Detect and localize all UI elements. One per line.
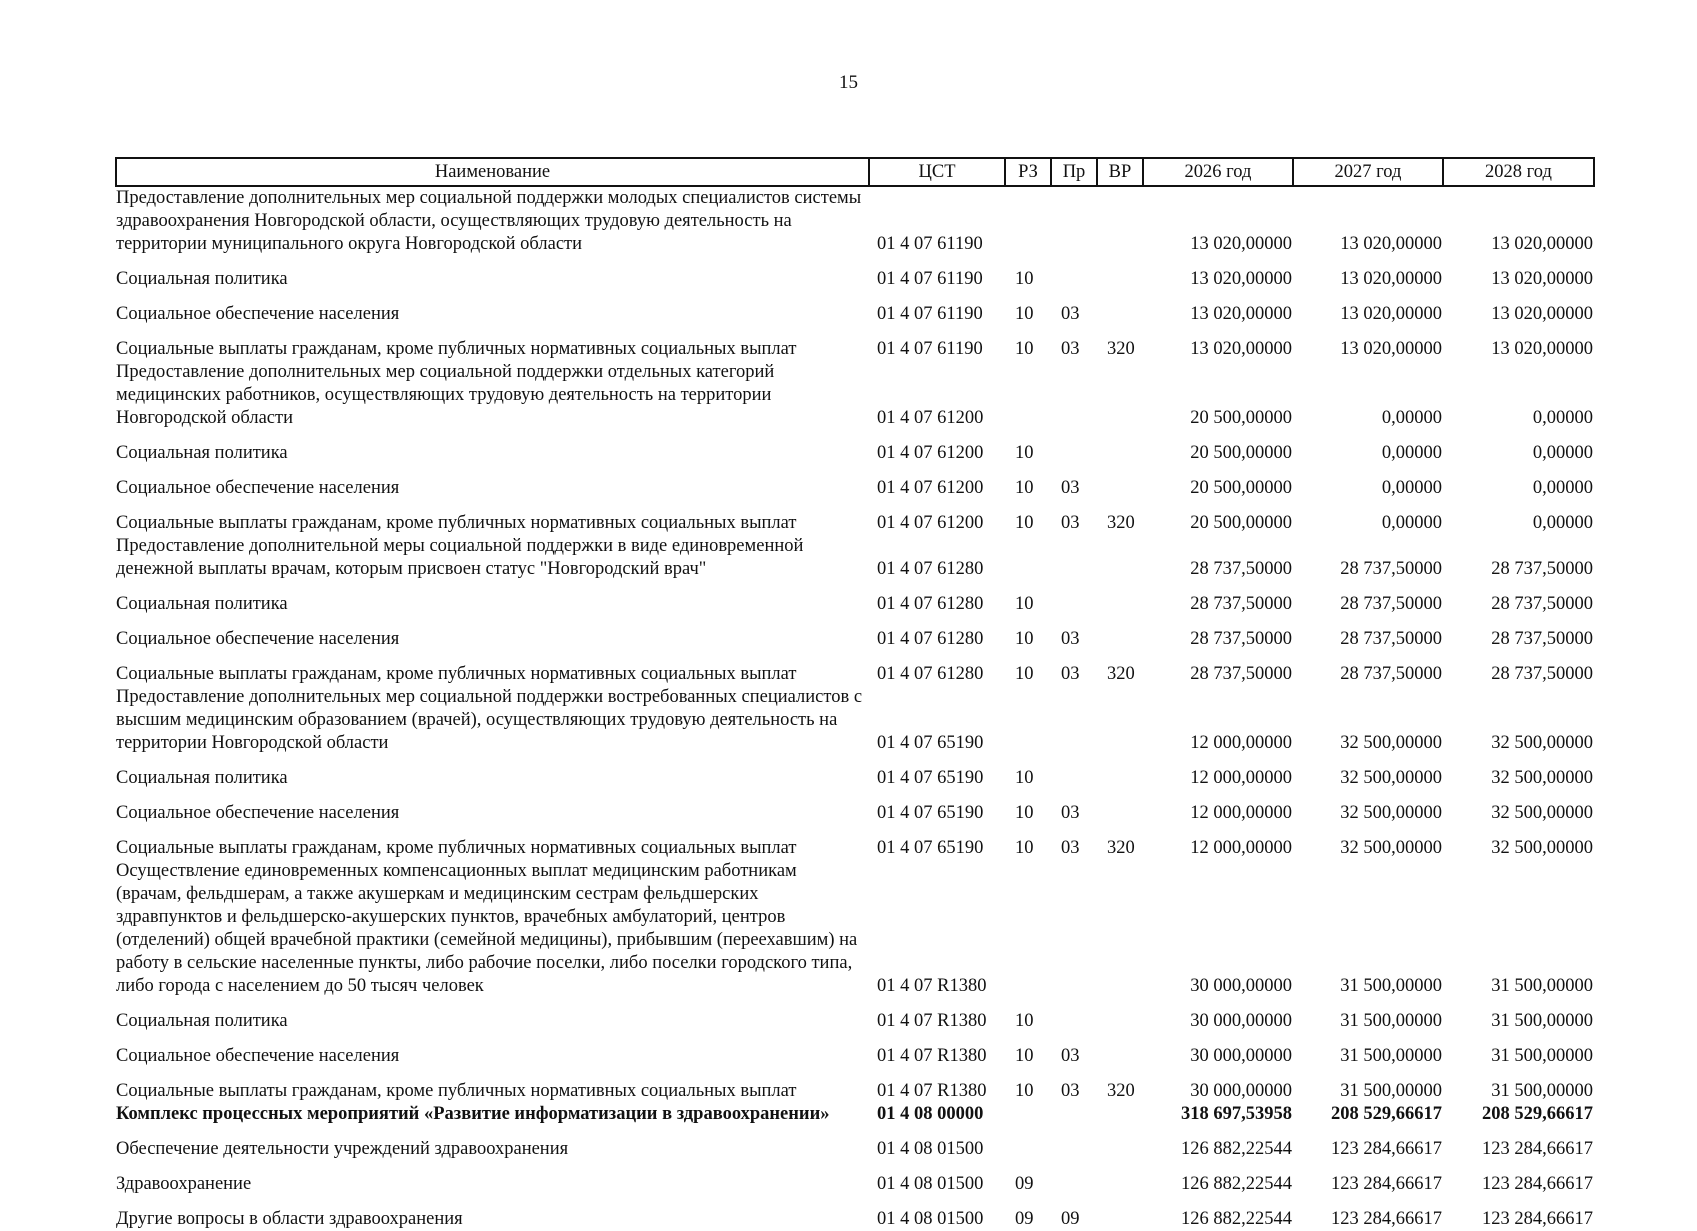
- row-name: Социальная политика: [116, 443, 288, 463]
- row-2026: 126 882,22544: [1181, 1139, 1292, 1159]
- row-cst: 01 4 07 R1380: [877, 976, 987, 996]
- row-2026: 20 500,00000: [1190, 408, 1292, 428]
- row-vr: [1097, 860, 1143, 998]
- row-2026: 28 737,50000: [1190, 594, 1292, 614]
- header-name: Наименование: [116, 158, 869, 186]
- row-rz: 10: [1015, 629, 1034, 649]
- table-row: [116, 616, 1594, 651]
- table-row: [116, 1103, 1594, 1126]
- row-vr: [1097, 1161, 1143, 1196]
- row-cst: 01 4 07 65190: [877, 768, 984, 788]
- row-2026: 12 000,00000: [1190, 838, 1292, 858]
- row-2027: 123 284,66617: [1331, 1174, 1442, 1194]
- row-rz: 09: [1015, 1209, 1034, 1229]
- row-name: Социальная политика: [116, 269, 288, 289]
- row-vr: [1097, 1126, 1143, 1161]
- row-vr: [1097, 256, 1143, 291]
- row-2026: 30 000,00000: [1190, 976, 1292, 996]
- row-2027: 13 020,00000: [1340, 339, 1442, 359]
- row-name: Социальные выплаты гражданам, кроме публичных нормативных социальных выплат: [116, 838, 797, 858]
- row-rz: 10: [1015, 1081, 1034, 1101]
- row-2027: 0,00000: [1381, 513, 1442, 533]
- row-2026: 13 020,00000: [1190, 339, 1292, 359]
- table-row: [116, 1126, 1594, 1161]
- row-rz: 10: [1015, 478, 1034, 498]
- row-vr: [1097, 581, 1143, 616]
- row-2028: 32 500,00000: [1491, 768, 1593, 788]
- row-pr: [1051, 535, 1097, 581]
- row-cst: 01 4 07 R1380: [877, 1011, 987, 1031]
- row-cst: 01 4 07 61190: [877, 304, 983, 324]
- row-pr: 09: [1061, 1209, 1080, 1229]
- row-2028: 0,00000: [1532, 408, 1593, 428]
- row-name: Здравоохранение: [116, 1174, 252, 1194]
- table-row: [116, 998, 1594, 1033]
- header-rz: РЗ: [1005, 158, 1051, 186]
- table-row: [116, 1161, 1594, 1196]
- row-2027: 13 020,00000: [1340, 304, 1442, 324]
- row-rz: 09: [1015, 1174, 1034, 1194]
- row-2027: 32 500,00000: [1340, 803, 1442, 823]
- row-rz: 10: [1015, 768, 1034, 788]
- header-cst: ЦСТ: [869, 158, 1005, 186]
- row-2027: 13 020,00000: [1340, 234, 1442, 254]
- row-2027: 0,00000: [1381, 478, 1442, 498]
- row-vr: 320: [1107, 838, 1135, 858]
- header-2028: 2028 год: [1443, 158, 1594, 186]
- row-cst: 01 4 07 65190: [877, 733, 984, 753]
- row-2026: 13 020,00000: [1190, 304, 1292, 324]
- row-pr: [1051, 1103, 1097, 1126]
- row-2026: 28 737,50000: [1190, 559, 1292, 579]
- row-name: Социальные выплаты гражданам, кроме публичных нормативных социальных выплат: [116, 664, 797, 684]
- header-pr: Пр: [1051, 158, 1097, 186]
- row-vr: 320: [1107, 1081, 1135, 1101]
- row-name: Социальные выплаты гражданам, кроме публичных нормативных социальных выплат: [116, 1081, 797, 1101]
- table-row: [116, 790, 1594, 825]
- row-2026: 28 737,50000: [1190, 664, 1292, 684]
- table-row: [116, 581, 1594, 616]
- row-2028: 208 529,66617: [1482, 1104, 1593, 1124]
- row-vr: [1097, 686, 1143, 755]
- row-2026: 30 000,00000: [1190, 1081, 1292, 1101]
- row-pr: [1051, 860, 1097, 998]
- row-name: Социальная политика: [116, 1011, 288, 1031]
- row-pr: [1051, 361, 1097, 430]
- table-row: [116, 500, 1594, 535]
- row-2026: 30 000,00000: [1190, 1011, 1292, 1031]
- row-rz: 10: [1015, 339, 1034, 359]
- header-vr: ВР: [1097, 158, 1143, 186]
- row-cst: 01 4 07 R1380: [877, 1046, 987, 1066]
- row-2028: 31 500,00000: [1491, 976, 1593, 996]
- row-2028: 32 500,00000: [1491, 733, 1593, 753]
- row-2028: 13 020,00000: [1491, 234, 1593, 254]
- header-2026: 2026 год: [1143, 158, 1293, 186]
- row-2028: 31 500,00000: [1491, 1011, 1593, 1031]
- row-pr: [1051, 430, 1097, 465]
- table-row: [116, 326, 1594, 361]
- table-row: [116, 1196, 1594, 1231]
- table-row: [116, 430, 1594, 465]
- row-name: Предоставление дополнительных мер социальной поддержки востребованных специалистов с высшим медицинским образованием (врачей), осуществляющих трудовую деятельность на территории Новгородской области: [116, 687, 863, 753]
- row-rz: 10: [1015, 304, 1034, 324]
- row-name: Социальное обеспечение населения: [116, 803, 400, 823]
- row-2028: 28 737,50000: [1491, 594, 1593, 614]
- row-name: Предоставление дополнительных мер социальной поддержки молодых специалистов системы здравоохранения Новгородской области, осуществляющих трудовую деятельность на территории муниципального округа Новгородской области: [116, 188, 862, 254]
- row-2026: 20 500,00000: [1190, 478, 1292, 498]
- row-name: Социальное обеспечение населения: [116, 304, 400, 324]
- table-row: [116, 535, 1594, 581]
- row-2028: 28 737,50000: [1491, 559, 1593, 579]
- row-2028: 0,00000: [1532, 443, 1593, 463]
- row-2026: 30 000,00000: [1190, 1046, 1292, 1066]
- row-rz: [1005, 361, 1051, 430]
- row-2028: 123 284,66617: [1482, 1174, 1593, 1194]
- row-2026: 28 737,50000: [1190, 629, 1292, 649]
- row-name: Социальное обеспечение населения: [116, 629, 400, 649]
- row-vr: [1097, 465, 1143, 500]
- row-2026: 13 020,00000: [1190, 269, 1292, 289]
- row-cst: 01 4 07 65190: [877, 838, 984, 858]
- row-rz: 10: [1015, 838, 1034, 858]
- table-row: [116, 1068, 1594, 1103]
- row-2028: 0,00000: [1532, 478, 1593, 498]
- row-name: Обеспечение деятельности учреждений здравоохранения: [116, 1139, 569, 1159]
- row-2026: 12 000,00000: [1190, 768, 1292, 788]
- row-rz: [1005, 860, 1051, 998]
- row-pr: [1051, 686, 1097, 755]
- row-cst: 01 4 07 61200: [877, 408, 984, 428]
- row-cst: 01 4 07 61190: [877, 234, 983, 254]
- row-pr: 03: [1061, 1046, 1080, 1066]
- row-name: Комплекс процессных мероприятий «Развитие информатизации в здравоохранении»: [116, 1104, 830, 1124]
- row-pr: [1051, 256, 1097, 291]
- row-2027: 28 737,50000: [1340, 629, 1442, 649]
- row-name: Осуществление единовременных компенсационных выплат медицинским работникам (врачам, фельдшерам, а также акушеркам и медицинским сестрам фельдшерских здравпунктов и фельдшерско-акушерских пунктов, врачебных амбулаторий, центров (отделений) общей врачебной практики (семейной медицины), прибывшим (переехавшим) на работу в сельские населенные пункты, либо рабочие поселки, либо поселки городского типа, либо города с населением до 50 тысяч человек: [116, 861, 858, 996]
- table-row: [116, 825, 1594, 860]
- row-2028: 0,00000: [1532, 513, 1593, 533]
- row-cst: 01 4 07 61280: [877, 629, 984, 649]
- row-2028: 31 500,00000: [1491, 1046, 1593, 1066]
- row-2027: 32 500,00000: [1340, 733, 1442, 753]
- row-2028: 13 020,00000: [1491, 339, 1593, 359]
- row-2027: 123 284,66617: [1331, 1209, 1442, 1229]
- table-row: [116, 860, 1594, 998]
- row-vr: [1097, 755, 1143, 790]
- row-name: Предоставление дополнительных мер социальной поддержки отдельных категорий медицинских работников, осуществляющих трудовую деятельность на территории Новгородской области: [116, 362, 775, 428]
- row-2027: 0,00000: [1381, 408, 1442, 428]
- row-2027: 208 529,66617: [1331, 1104, 1442, 1124]
- row-2027: 28 737,50000: [1340, 664, 1442, 684]
- page-number: 15: [839, 72, 858, 93]
- row-vr: 320: [1107, 339, 1135, 359]
- budget-table: [115, 157, 1595, 1231]
- row-rz: [1005, 686, 1051, 755]
- table-row: [116, 256, 1594, 291]
- row-name: Социальная политика: [116, 594, 288, 614]
- row-pr: [1051, 998, 1097, 1033]
- row-2026: 13 020,00000: [1190, 234, 1292, 254]
- row-rz: 10: [1015, 664, 1034, 684]
- row-cst: 01 4 07 61280: [877, 559, 984, 579]
- row-name: Социальная политика: [116, 768, 288, 788]
- row-2027: 28 737,50000: [1340, 594, 1442, 614]
- table-header-row: [116, 158, 1594, 186]
- row-2027: 31 500,00000: [1340, 976, 1442, 996]
- row-2027: 31 500,00000: [1340, 1081, 1442, 1101]
- row-cst: 01 4 08 00000: [877, 1104, 984, 1124]
- row-vr: 320: [1107, 664, 1135, 684]
- row-cst: 01 4 07 61190: [877, 339, 983, 359]
- header-2027: 2027 год: [1293, 158, 1443, 186]
- row-2026: 318 697,53958: [1181, 1104, 1292, 1124]
- row-vr: [1097, 291, 1143, 326]
- row-2026: 20 500,00000: [1190, 443, 1292, 463]
- row-cst: 01 4 08 01500: [877, 1209, 984, 1229]
- row-2028: 123 284,66617: [1482, 1139, 1593, 1159]
- row-name: Социальное обеспечение населения: [116, 478, 400, 498]
- row-rz: 10: [1015, 443, 1034, 463]
- row-2028: 32 500,00000: [1491, 803, 1593, 823]
- row-2027: 31 500,00000: [1340, 1011, 1442, 1031]
- row-cst: 01 4 07 61200: [877, 513, 984, 533]
- row-rz: [1005, 186, 1051, 256]
- row-pr: 03: [1061, 838, 1080, 858]
- row-pr: 03: [1061, 339, 1080, 359]
- row-2027: 32 500,00000: [1340, 768, 1442, 788]
- row-2027: 28 737,50000: [1340, 559, 1442, 579]
- row-rz: 10: [1015, 1011, 1034, 1031]
- row-2028: 28 737,50000: [1491, 629, 1593, 649]
- row-pr: 03: [1061, 1081, 1080, 1101]
- row-rz: 10: [1015, 594, 1034, 614]
- row-2026: 12 000,00000: [1190, 733, 1292, 753]
- row-name: Другие вопросы в области здравоохранения: [116, 1209, 463, 1229]
- row-vr: [1097, 1103, 1143, 1126]
- row-vr: [1097, 535, 1143, 581]
- row-name: Социальные выплаты гражданам, кроме публичных нормативных социальных выплат: [116, 339, 797, 359]
- table-row: [116, 291, 1594, 326]
- row-2028: 13 020,00000: [1491, 304, 1593, 324]
- table-row: [116, 686, 1594, 755]
- row-pr: 03: [1061, 629, 1080, 649]
- row-2028: 28 737,50000: [1491, 664, 1593, 684]
- row-2026: 20 500,00000: [1190, 513, 1292, 533]
- row-vr: [1097, 186, 1143, 256]
- row-cst: 01 4 07 R1380: [877, 1081, 987, 1101]
- table-row: [116, 1033, 1594, 1068]
- row-pr: 03: [1061, 664, 1080, 684]
- row-2027: 31 500,00000: [1340, 1046, 1442, 1066]
- row-cst: 01 4 07 61200: [877, 443, 984, 463]
- row-2027: 0,00000: [1381, 443, 1442, 463]
- row-pr: [1051, 1161, 1097, 1196]
- row-vr: [1097, 616, 1143, 651]
- row-vr: [1097, 361, 1143, 430]
- row-name: Социальные выплаты гражданам, кроме публичных нормативных социальных выплат: [116, 513, 797, 533]
- row-2026: 12 000,00000: [1190, 803, 1292, 823]
- row-name: Предоставление дополнительной меры социальной поддержки в виде единовременной денежной выплаты врачам, которым присвоен статус "Новгородский врач": [116, 536, 804, 579]
- row-2027: 123 284,66617: [1331, 1139, 1442, 1159]
- row-cst: 01 4 07 61190: [877, 269, 983, 289]
- row-cst: 01 4 08 01500: [877, 1174, 984, 1194]
- row-2028: 32 500,00000: [1491, 838, 1593, 858]
- row-rz: 10: [1015, 1046, 1034, 1066]
- row-2028: 13 020,00000: [1491, 269, 1593, 289]
- row-pr: [1051, 755, 1097, 790]
- row-2028: 31 500,00000: [1491, 1081, 1593, 1101]
- row-2028: 123 284,66617: [1482, 1209, 1593, 1229]
- row-cst: 01 4 07 65190: [877, 803, 984, 823]
- table-row: [116, 755, 1594, 790]
- row-vr: 320: [1107, 513, 1135, 533]
- table-row: [116, 361, 1594, 430]
- row-vr: [1097, 430, 1143, 465]
- row-2027: 32 500,00000: [1340, 838, 1442, 858]
- row-rz: [1005, 535, 1051, 581]
- row-rz: 10: [1015, 803, 1034, 823]
- row-cst: 01 4 08 01500: [877, 1139, 984, 1159]
- row-vr: [1097, 998, 1143, 1033]
- row-vr: [1097, 1033, 1143, 1068]
- row-2027: 13 020,00000: [1340, 269, 1442, 289]
- row-2026: 126 882,22544: [1181, 1174, 1292, 1194]
- row-2026: 126 882,22544: [1181, 1209, 1292, 1229]
- row-pr: 03: [1061, 803, 1080, 823]
- table-row: [116, 186, 1594, 256]
- row-pr: 03: [1061, 478, 1080, 498]
- row-cst: 01 4 07 61280: [877, 664, 984, 684]
- row-cst: 01 4 07 61200: [877, 478, 984, 498]
- row-pr: [1051, 581, 1097, 616]
- row-cst: 01 4 07 61280: [877, 594, 984, 614]
- row-pr: [1051, 1126, 1097, 1161]
- row-vr: [1097, 790, 1143, 825]
- row-pr: 03: [1061, 513, 1080, 533]
- table-row: [116, 465, 1594, 500]
- row-name: Социальное обеспечение населения: [116, 1046, 400, 1066]
- row-vr: [1097, 1196, 1143, 1231]
- row-rz: 10: [1015, 513, 1034, 533]
- row-rz: 10: [1015, 269, 1034, 289]
- row-rz: [1005, 1103, 1051, 1126]
- table-row: [116, 651, 1594, 686]
- row-rz: [1005, 1126, 1051, 1161]
- row-pr: 03: [1061, 304, 1080, 324]
- row-pr: [1051, 186, 1097, 256]
